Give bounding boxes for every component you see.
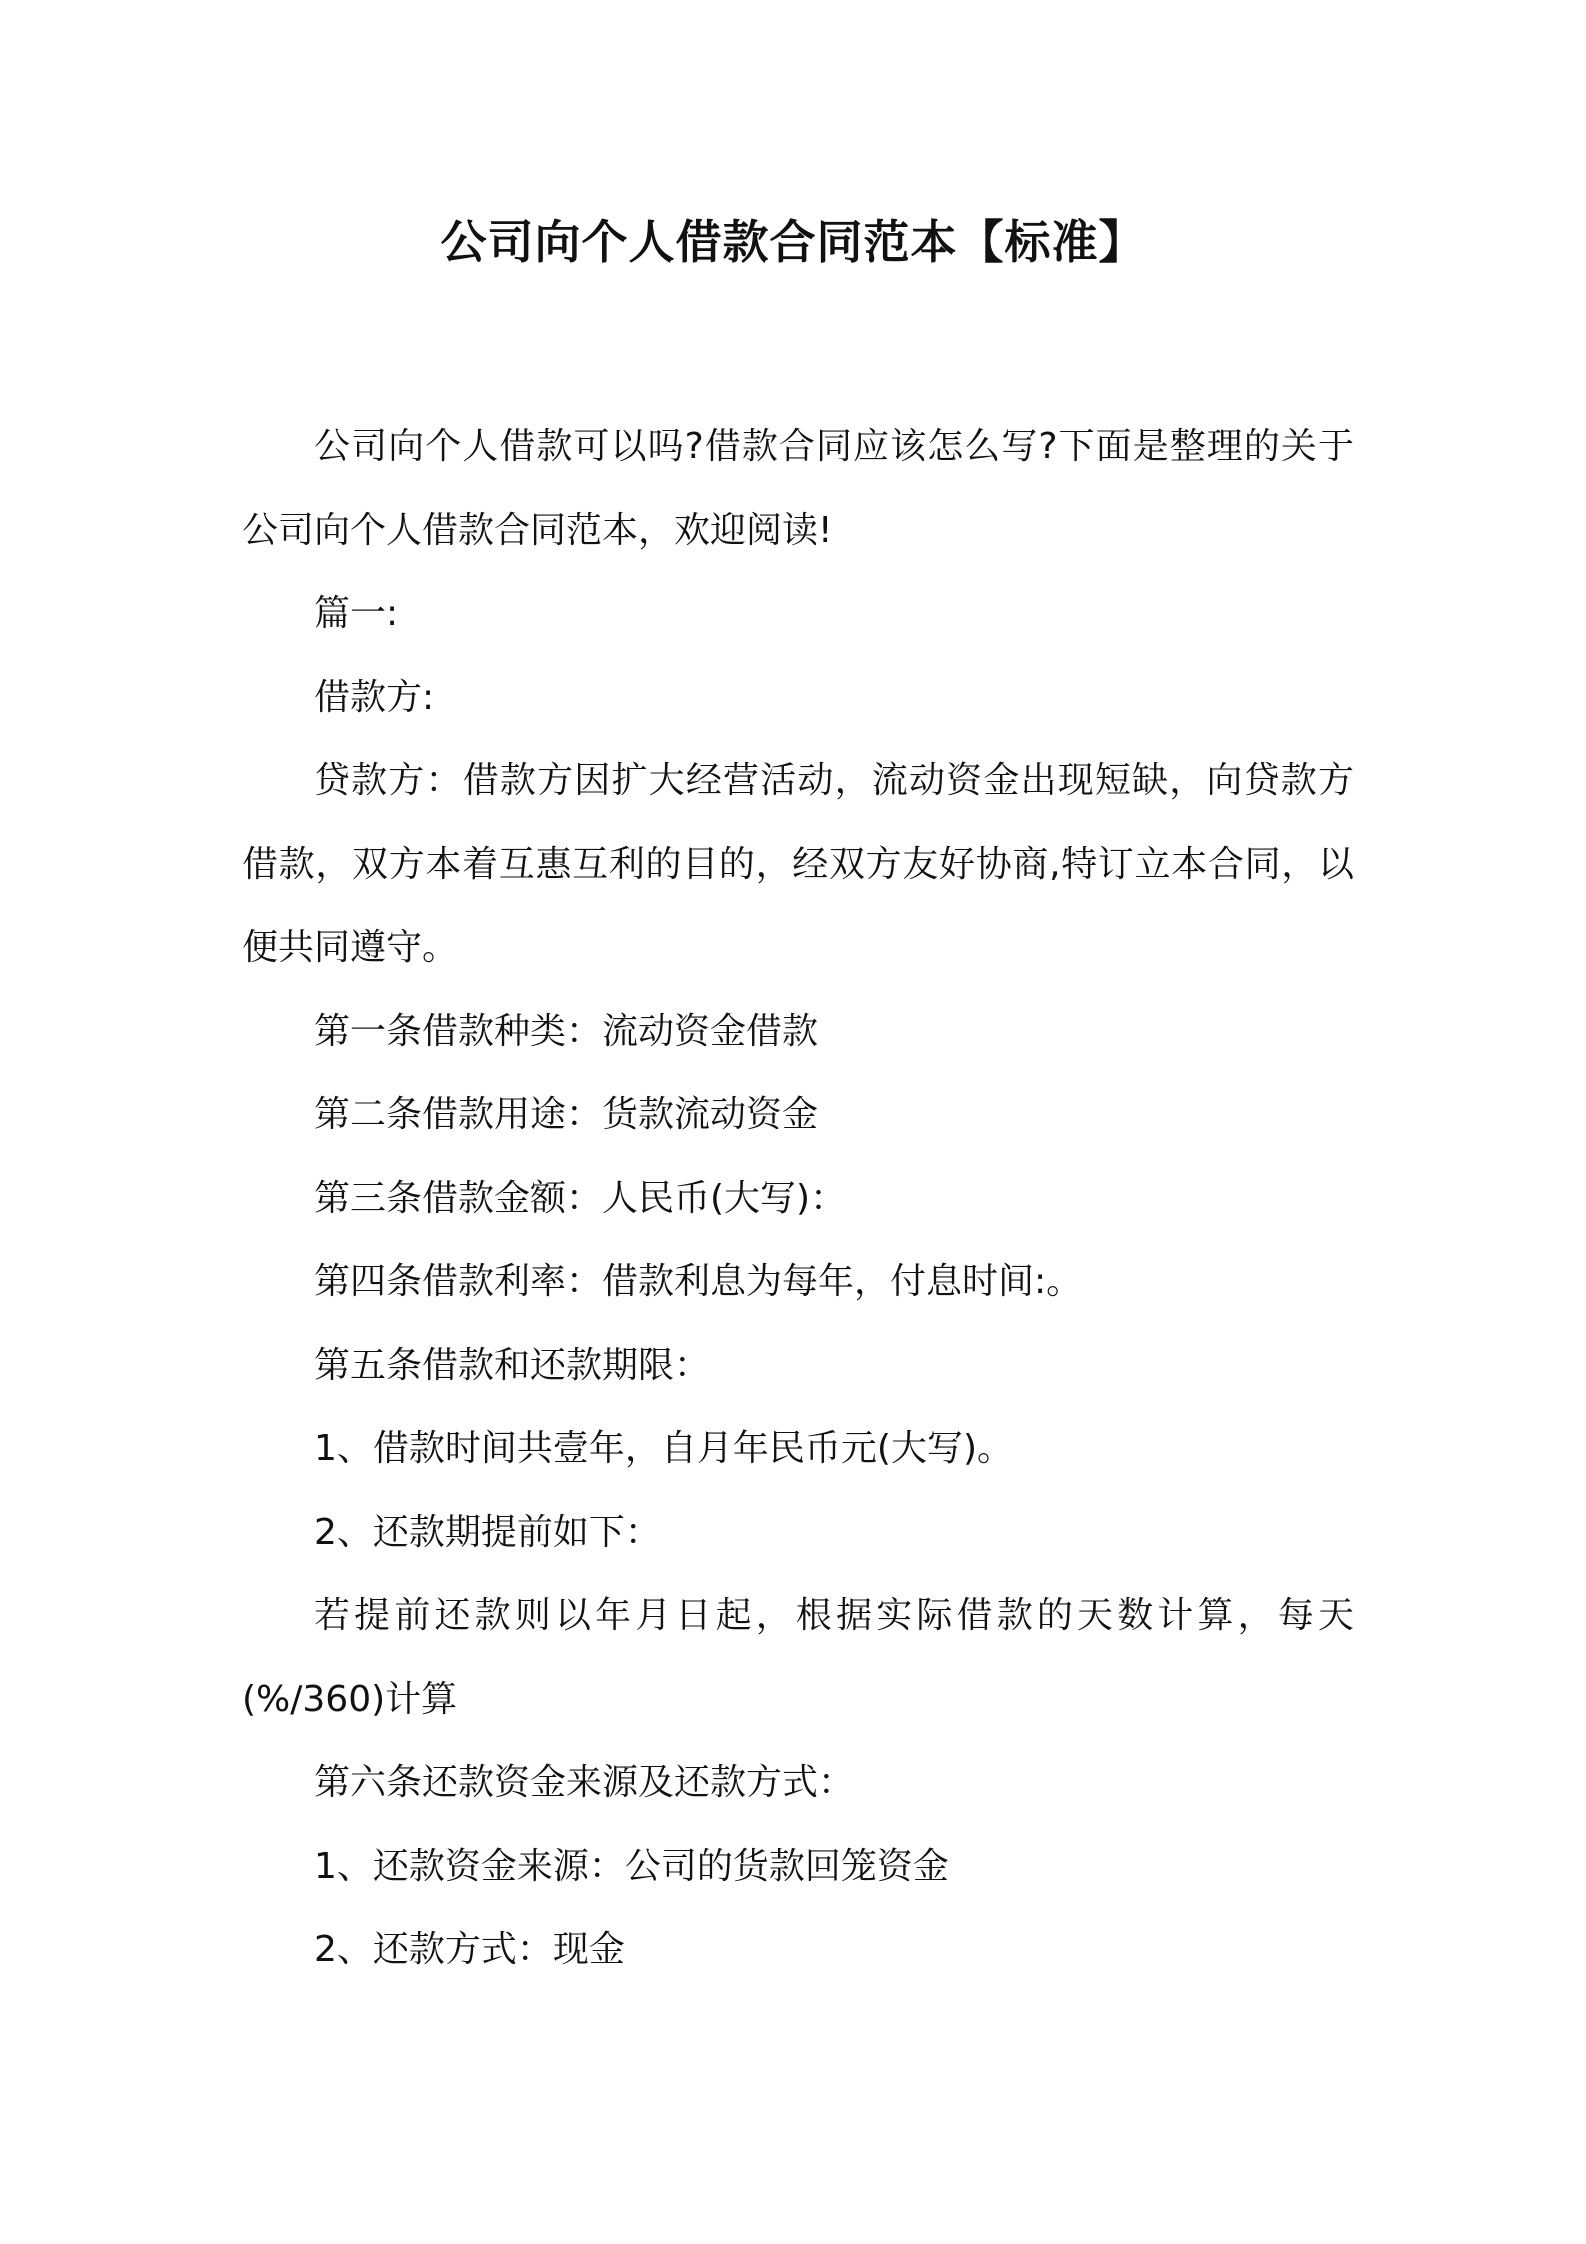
paragraph-early-repayment: 若提前还款则以年月日起，根据实际借款的天数计算，每天(%/360)计算 bbox=[242, 1595, 1354, 1720]
paragraph-borrower: 借款方: bbox=[314, 676, 435, 718]
paragraph-lender: 贷款方：借款方因扩大经营活动，流动资金出现短缺，向贷款方借款，双方本着互惠互利的目的，经双方友好协商,特订立本合同，以便共同遵守。 bbox=[242, 760, 1354, 968]
paragraph-section-one: 篇一: bbox=[314, 593, 399, 634]
paragraph-article-4: 第四条借款利率：借款利息为每年，付息时间:。 bbox=[314, 1261, 1083, 1302]
paragraph-article-5-item-2: 2、还款期提前如下： bbox=[314, 1511, 661, 1553]
document-body bbox=[242, 405, 1354, 1992]
paragraph-article-1: 第一条借款种类：流动资金借款 bbox=[314, 1010, 819, 1052]
paragraph-article-3: 第三条借款金额：人民币(大写)： bbox=[314, 1177, 847, 1219]
paragraph-article-5-item-1: 1、借款时间共壹年，自月年民币元(大写)。 bbox=[314, 1428, 1013, 1469]
paragraph-article-2: 第二条借款用途：货款流动资金 bbox=[314, 1094, 819, 1135]
paragraph-article-6: 第六条还款资金来源及还款方式： bbox=[314, 1762, 855, 1803]
paragraph-article-5: 第五条借款和还款期限： bbox=[314, 1344, 711, 1386]
paragraph-article-6-item-1: 1、还款资金来源：公司的货款回笼资金 bbox=[314, 1845, 949, 1887]
paragraph-article-6-item-2: 2、还款方式：现金 bbox=[314, 1929, 625, 1970]
document-title: 公司向个人借款合同范本【标准】 bbox=[440, 215, 1146, 269]
paragraph-intro: 公司向个人借款可以吗?借款合同应该怎么写?下面是整理的关于公司向个人借款合同范本，欢迎阅读! bbox=[242, 426, 1354, 551]
